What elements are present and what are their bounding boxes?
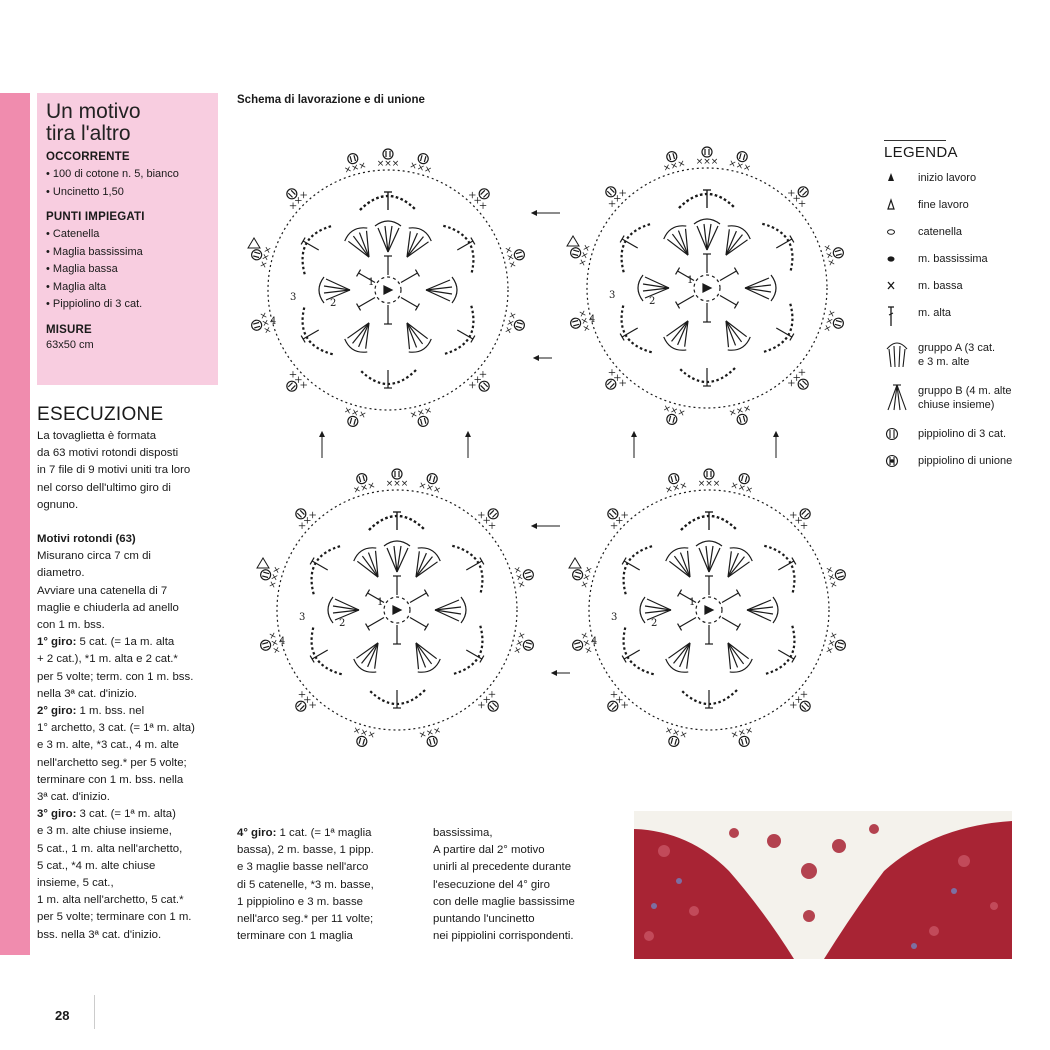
legend-item-start — [884, 171, 1044, 185]
text-line: nella 3ª cat. d'inizio. — [37, 687, 138, 700]
text-line: e 3 maglie basse nell'arco — [237, 861, 369, 874]
misure-heading: MISURE — [46, 323, 92, 336]
round-2-line — [37, 703, 222, 720]
punti-item: • Catenella — [46, 228, 100, 240]
round-2-text: 1 m. bss. nel — [76, 705, 145, 718]
motifs-layer — [248, 147, 848, 749]
round-number: 3 — [609, 290, 616, 301]
legend-label: m. alta — [918, 307, 952, 319]
legend-item-group-b — [884, 384, 1044, 414]
round-number: 1 — [689, 597, 696, 608]
occorrente-item: • Uncinetto 1,50 — [46, 185, 124, 198]
legend-rule — [884, 140, 946, 141]
joining-arrow-head — [466, 432, 470, 437]
motif-2 — [567, 147, 846, 427]
text-line: per 5 volte; term. con 1 m. bss. — [37, 670, 194, 683]
text-line: A partire dal 2° motivo — [433, 844, 545, 857]
pattern-title-line2: tira l'altro — [46, 122, 131, 145]
text-line: Avviare una catenella di 7 — [37, 584, 168, 597]
text-line: e 3 m. alte, *3 cat., 4 m. alte — [37, 739, 179, 752]
legend-label: chiuse insieme) — [918, 399, 995, 411]
round-2-label: 2° giro: — [37, 705, 77, 718]
text-line: l'esecuzione del 4° giro — [433, 878, 550, 891]
legend-label: m. bassa — [918, 280, 963, 292]
joining-arrow-head — [534, 356, 539, 360]
joining-picot-icon — [884, 452, 900, 468]
motif-4 — [569, 469, 848, 749]
lace-photo — [634, 811, 1012, 959]
legend-label: e 3 m. alte — [918, 356, 970, 368]
text-line: maglie e chiuderla ad anello — [37, 601, 179, 614]
page-number: 28 — [55, 1008, 70, 1023]
crochet-chart — [232, 120, 872, 775]
motif-1 — [248, 149, 527, 429]
text-line: terminare con 1 m. bss. nella — [37, 773, 184, 786]
legend-label: gruppo A (3 cat. — [918, 342, 996, 354]
text-line: 1 pippiolino e 3 m. basse — [237, 895, 364, 908]
misure-value: 63x50 cm — [46, 338, 94, 351]
legend-label: m. bassissima — [918, 253, 988, 265]
slip-stitch-dot-icon — [884, 250, 898, 266]
round-number: 4 — [279, 636, 286, 647]
text-line: con 1 m. bss. — [37, 619, 105, 632]
legend-item-single-crochet — [884, 279, 1044, 293]
occorrente-item: • 100 di cotone n. 5, bianco — [46, 168, 179, 180]
page-rule — [94, 995, 95, 1029]
text-line: in 7 file di 9 motivi uniti tra loro — [37, 464, 191, 477]
legend-item-double-crochet — [884, 306, 1044, 328]
start-triangle-filled-icon — [884, 169, 898, 185]
punti-item: • Maglia bassa — [46, 263, 118, 275]
text-line: diametro. — [37, 567, 85, 580]
joining-arrows — [320, 211, 778, 675]
round-number: 1 — [368, 277, 375, 288]
punti-heading: PUNTI IMPIEGATI — [46, 211, 145, 223]
text-line: per 5 volte; terminare con 1 m. — [37, 911, 192, 924]
legend-label: fine lavoro — [918, 199, 969, 211]
round-number: 1 — [377, 597, 384, 608]
occorrente-heading: OCCORRENTE — [46, 151, 130, 163]
pattern-title-line1: Un motivo — [46, 100, 141, 123]
round-number: 1 — [687, 275, 694, 286]
end-marker — [248, 238, 260, 248]
text-line: 1° archetto, 3 cat. (= 1ª m. alta) — [37, 722, 195, 735]
chain-oval-icon — [884, 223, 898, 239]
text-line: nell'archetto seg.* per 5 volte; — [37, 756, 187, 769]
round-3-line — [37, 806, 222, 823]
legend-label: pippiolino di 3 cat. — [918, 428, 1007, 440]
legend-item-group-a — [884, 341, 1044, 371]
schema-title: Schema di lavorazione e di unione — [237, 94, 425, 106]
joining-arrow-head — [532, 524, 537, 528]
round-1-label: 1° giro: — [37, 636, 77, 649]
text-line: 5 cat., 1 m. alta nell'archetto, — [37, 842, 183, 855]
end-marker — [257, 558, 269, 568]
round-number: 3 — [611, 612, 618, 623]
round-1-line — [37, 634, 222, 651]
end-triangle-outline-icon — [884, 196, 898, 212]
round-number: 4 — [591, 636, 598, 647]
round-number: 3 — [299, 612, 306, 623]
joining-arrow-head — [552, 671, 557, 675]
legend-item-picot — [884, 427, 1044, 441]
round-1-text: 5 cat. (= 1a m. alta — [76, 636, 175, 649]
legend-title: LEGENDA — [884, 144, 958, 161]
punti-item: • Maglia alta — [46, 280, 107, 293]
text-line: bassa), 2 m. basse, 1 pipp. — [237, 844, 374, 857]
text-line: insieme, 5 cat., — [37, 877, 114, 890]
text-line: puntando l'uncinetto — [433, 913, 535, 926]
legend-item-chain — [884, 225, 1044, 239]
text-line: La tovaglietta è formata — [37, 430, 157, 442]
round-3-label: 3° giro: — [37, 808, 77, 821]
text-line: con delle maglie bassissime — [433, 895, 575, 908]
round-4-label: 4° giro: — [237, 827, 277, 839]
pattern-title — [46, 101, 209, 145]
text-line: nel corso dell'ultimo giro di — [37, 481, 171, 494]
materials-box — [37, 93, 218, 385]
text-line: da 63 motivi rotondi disposti — [37, 447, 179, 460]
punti-list — [46, 226, 209, 314]
round-number: 2 — [339, 618, 346, 629]
text-line: ognuno. — [37, 498, 79, 511]
joining-arrow-head — [774, 432, 778, 437]
end-marker — [567, 236, 579, 246]
text-line: terminare con 1 maglia — [237, 930, 353, 943]
round-number: 2 — [649, 296, 656, 307]
round-number: 2 — [330, 298, 337, 309]
text-line: bassissima, — [433, 827, 493, 839]
instructions-column-1 — [37, 428, 222, 944]
round-number: 4 — [589, 314, 596, 325]
legend-label: gruppo B (4 m. alte — [918, 385, 1012, 397]
picot-3-chain-icon — [884, 425, 900, 441]
legend-item-end — [884, 198, 1044, 212]
round-3-text: 3 cat. (= 1ª m. alta) — [76, 808, 176, 821]
text-line: 3ª cat. d'inizio. — [37, 791, 110, 804]
joining-arrow-head — [532, 211, 537, 215]
text-line: + 2 cat.), *1 m. alta e 2 cat.* — [37, 653, 178, 666]
occorrente-list — [46, 166, 209, 201]
text-line: 5 cat., *4 m. alte chiuse — [37, 859, 156, 872]
instructions-column-3 — [433, 825, 623, 945]
round-number: 3 — [290, 292, 297, 303]
text-line: di 5 catenelle, *3 m. basse, — [237, 878, 374, 891]
text-line: bss. nella 3ª cat. d'inizio. — [37, 928, 162, 941]
legend-item-joining-picot — [884, 454, 1044, 468]
single-crochet-x-icon — [884, 277, 898, 293]
legend-label: catenella — [918, 226, 963, 238]
joining-arrow-head — [320, 432, 324, 437]
punti-item: • Pippiolino di 3 cat. — [46, 298, 143, 310]
text-line: 1 m. alta nell'archetto, 5 cat.* — [37, 894, 184, 907]
round-number: 2 — [651, 618, 658, 629]
text-line: nell'arco seg.* per 11 volte; — [237, 913, 374, 926]
end-marker — [569, 558, 581, 568]
punti-item: • Maglia bassissima — [46, 245, 143, 258]
group-a-fan-icon — [884, 339, 910, 369]
round-4-line — [237, 825, 422, 842]
round-number: 4 — [270, 316, 277, 327]
legend-label: inizio lavoro — [918, 172, 977, 184]
instructions-column-2 — [237, 825, 422, 945]
text-line: Misurano circa 7 cm di — [37, 550, 151, 563]
group-b-cluster-icon — [884, 382, 910, 414]
legend-label: pippiolino di unione — [918, 455, 1013, 467]
text-line: nei pippiolini corrispondenti. — [433, 930, 574, 943]
round-4-text: 1 cat. (= 1ª maglia — [276, 827, 372, 839]
text-line: e 3 m. alte chiuse insieme, — [37, 825, 172, 838]
legend — [884, 140, 1044, 481]
legend-item-slip-stitch — [884, 252, 1044, 266]
joining-arrow-head — [632, 432, 636, 437]
motivi-heading: Motivi rotondi (63) — [37, 533, 136, 546]
double-crochet-t-icon — [884, 304, 898, 328]
esecuzione-heading: ESECUZIONE — [37, 404, 164, 425]
page-edge-strip — [0, 93, 30, 955]
motif-3 — [257, 469, 536, 749]
text-line: unirli al precedente durante — [433, 861, 572, 874]
